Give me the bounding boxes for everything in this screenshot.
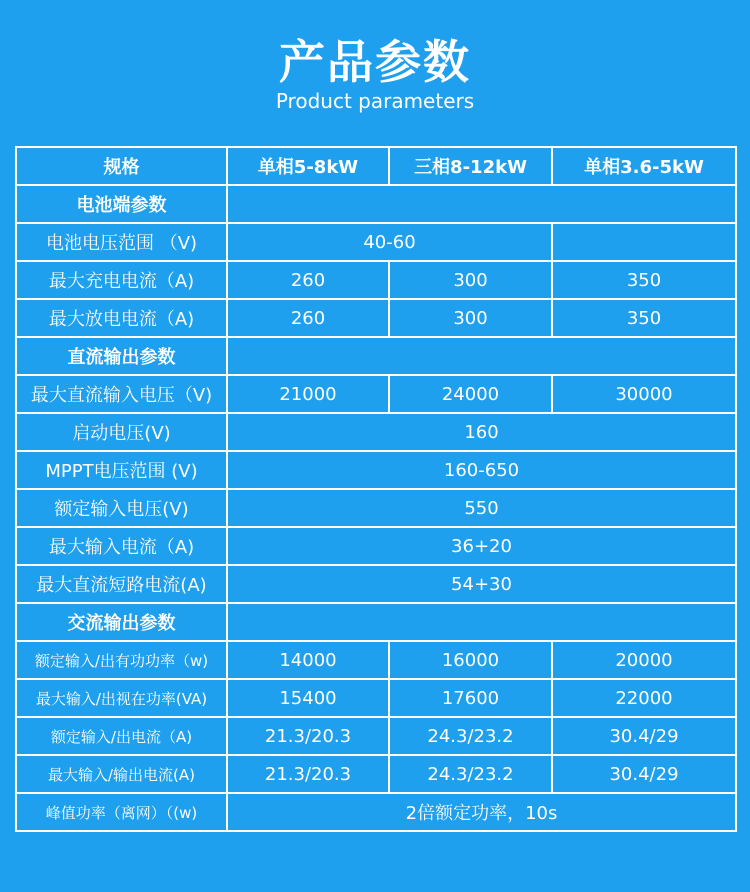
table-row	[16, 489, 736, 527]
table-row	[16, 641, 736, 679]
section-label: 交流输出参数	[16, 603, 227, 641]
section-row	[16, 603, 736, 641]
cell-value: 24000	[389, 375, 552, 413]
cell-value: 2倍额定功率，10s	[227, 793, 736, 831]
row-label: MPPT电压范围 (V)	[16, 451, 227, 489]
row-label: 最大输入/输出电流(A)	[16, 755, 227, 793]
row-label: 额定输入/出电流（A)	[16, 717, 227, 755]
cell-value: 24.3/23.2	[389, 717, 552, 755]
table-row	[16, 299, 736, 337]
cell-value: 300	[389, 261, 552, 299]
row-label: 启动电压(V)	[16, 413, 227, 451]
column-header: 单相5-8kW	[227, 147, 389, 185]
row-label: 最大充电电流（A)	[16, 261, 227, 299]
cell-value: 300	[389, 299, 552, 337]
cell-value: 260	[227, 299, 389, 337]
table-row	[16, 717, 736, 755]
table-row	[16, 413, 736, 451]
section-row	[16, 185, 736, 223]
column-header: 单相3.6-5kW	[552, 147, 736, 185]
table-row	[16, 565, 736, 603]
row-label: 额定输入电压(V)	[16, 489, 227, 527]
row-label: 最大放电电流（A)	[16, 299, 227, 337]
table-row	[16, 527, 736, 565]
cell-value: 550	[227, 489, 736, 527]
row-label: 峰值功率（离网）（(w)	[16, 793, 227, 831]
spec-table	[15, 146, 737, 832]
section-blank-cell	[227, 603, 736, 641]
cell-value: 22000	[552, 679, 736, 717]
row-label: 最大输入电流（A)	[16, 527, 227, 565]
cell-value: 160	[227, 413, 736, 451]
page-title: 产品参数	[279, 35, 471, 89]
section-row	[16, 337, 736, 375]
cell-value: 21.3/20.3	[227, 755, 389, 793]
table-row	[16, 679, 736, 717]
table-row	[16, 451, 736, 489]
cell-value: 14000	[227, 641, 389, 679]
row-label: 最大输入/出视在功率(VA)	[16, 679, 227, 717]
cell-value: 350	[552, 299, 736, 337]
row-label: 额定输入/出有功功率（w)	[16, 641, 227, 679]
cell-value: 16000	[389, 641, 552, 679]
table-row	[16, 261, 736, 299]
cell-value: 15400	[227, 679, 389, 717]
cell-value: 54+30	[227, 565, 736, 603]
cell-value: 260	[227, 261, 389, 299]
cell-value: 24.3/23.2	[389, 755, 552, 793]
page-subtitle: Product parameters	[275, 89, 475, 113]
table-row	[16, 375, 736, 413]
row-label: 电池电压范围 （V)	[16, 223, 227, 261]
cell-value: 21000	[227, 375, 389, 413]
cell-value: 30000	[552, 375, 736, 413]
cell-value: 20000	[552, 641, 736, 679]
cell-value: 17600	[389, 679, 552, 717]
table-header-row	[16, 147, 736, 185]
column-header: 规格	[16, 147, 227, 185]
table-row	[16, 793, 736, 831]
section-blank-cell	[227, 185, 736, 223]
row-label: 最大直流短路电流(A)	[16, 565, 227, 603]
cell-value: 30.4/29	[552, 755, 736, 793]
cell-value: 40-60	[227, 223, 552, 261]
column-header: 三相8-12kW	[389, 147, 552, 185]
cell-value: 36+20	[227, 527, 736, 565]
row-label: 最大直流输入电压（V)	[16, 375, 227, 413]
table-row	[16, 755, 736, 793]
cell-value: 21.3/20.3	[227, 717, 389, 755]
table-row	[16, 223, 736, 261]
cell-value: 30.4/29	[552, 717, 736, 755]
section-blank-cell	[227, 337, 736, 375]
section-label: 直流输出参数	[16, 337, 227, 375]
cell-value	[552, 223, 736, 261]
cell-value: 350	[552, 261, 736, 299]
section-label: 电池端参数	[16, 185, 227, 223]
cell-value: 160-650	[227, 451, 736, 489]
